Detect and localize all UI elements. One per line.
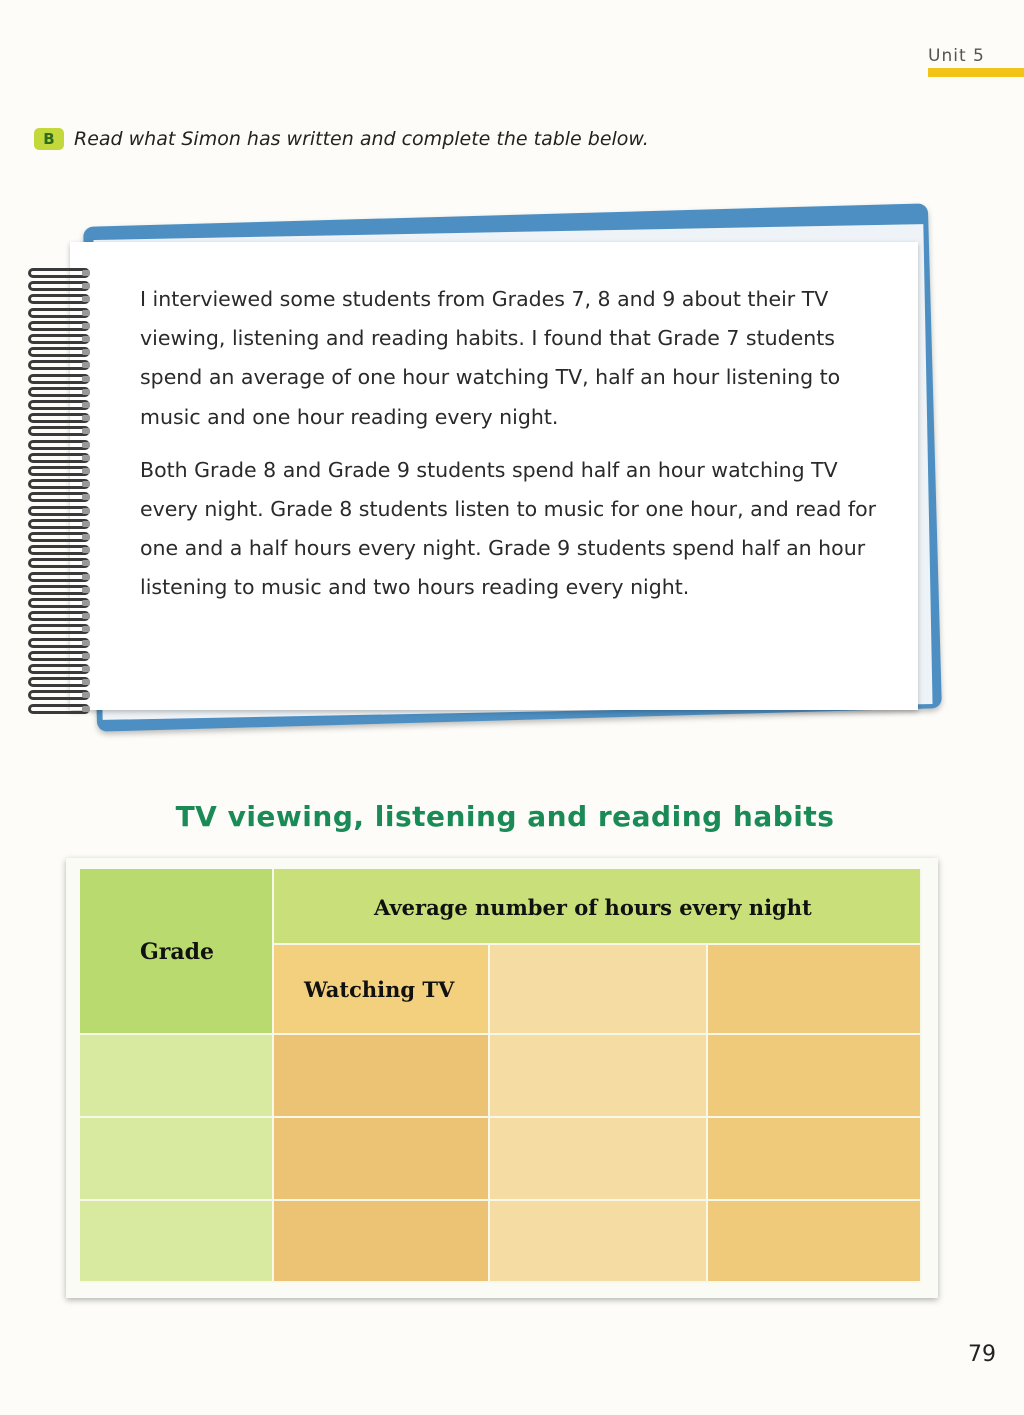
spiral-hole	[82, 428, 90, 434]
spiral-ring	[28, 492, 90, 502]
spiral-hole	[82, 283, 90, 289]
table-row-2-reading[interactable]	[708, 1118, 922, 1201]
spiral-hole	[82, 481, 90, 487]
spiral-hole	[82, 600, 90, 606]
subheader-watching-tv	[274, 945, 490, 1035]
spiral-hole	[82, 296, 90, 302]
spiral-ring	[28, 400, 90, 410]
table-row-3-grade[interactable]	[80, 1201, 274, 1283]
spiral-ring	[28, 347, 90, 357]
average-hours-header-cell	[274, 869, 922, 945]
spiral-ring	[28, 585, 90, 595]
notebook-text	[140, 280, 880, 622]
spiral-hole	[82, 706, 90, 712]
spiral-ring	[28, 677, 90, 687]
spiral-hole	[82, 389, 90, 395]
subheader-reading[interactable]	[708, 945, 922, 1035]
spiral-ring	[28, 453, 90, 463]
unit-label: Unit 5	[928, 46, 985, 66]
spiral-ring	[28, 638, 90, 648]
spiral-ring	[28, 690, 90, 700]
spiral-hole	[82, 679, 90, 685]
spiral-hole	[82, 666, 90, 672]
spiral-ring	[28, 334, 90, 344]
spiral-ring	[28, 294, 90, 304]
grade-header-label: Grade	[140, 939, 215, 965]
spiral-hole	[82, 402, 90, 408]
spiral-ring	[28, 598, 90, 608]
table-row-3-reading[interactable]	[708, 1201, 922, 1283]
table-title: TV viewing, listening and reading habits	[175, 800, 835, 833]
spiral-hole	[82, 587, 90, 593]
spiral-ring	[28, 308, 90, 318]
spiral-hole	[82, 270, 90, 276]
spiral-hole	[82, 323, 90, 329]
notebook-spiral-binding	[28, 268, 98, 728]
spiral-hole	[82, 362, 90, 368]
spiral-ring	[28, 440, 90, 450]
habits-table	[80, 869, 922, 1283]
spiral-ring	[28, 611, 90, 621]
spiral-ring	[28, 360, 90, 370]
spiral-ring	[28, 506, 90, 516]
table-row-1-reading[interactable]	[708, 1035, 922, 1118]
spiral-hole	[82, 468, 90, 474]
spiral-hole	[82, 560, 90, 566]
spiral-hole	[82, 613, 90, 619]
spiral-hole	[82, 692, 90, 698]
unit-color-bar	[928, 68, 1024, 77]
spiral-ring	[28, 624, 90, 634]
exercise-instruction	[34, 128, 649, 150]
spiral-ring	[28, 387, 90, 397]
notebook-paragraph-2: Both Grade 8 and Grade 9 students spend half an hour watching TV every night. Grade 8 students listen to music for one hour, and read for one and a half hours every night. Grade 9 students spend half an hour listening to music and two hours reading every night.	[140, 457, 877, 600]
spiral-hole	[82, 310, 90, 316]
spiral-hole	[82, 415, 90, 421]
spiral-hole	[82, 349, 90, 355]
average-hours-header-label: Average number of hours every night	[374, 895, 812, 920]
spiral-hole	[82, 626, 90, 632]
spiral-hole	[82, 640, 90, 646]
table-row-3-tv[interactable]	[274, 1201, 490, 1283]
spiral-ring	[28, 704, 90, 714]
table-row-2-music[interactable]	[490, 1118, 708, 1201]
table-row-2-tv[interactable]	[274, 1118, 490, 1201]
spiral-ring	[28, 374, 90, 384]
spiral-hole	[82, 574, 90, 580]
grade-header-cell	[80, 869, 274, 1035]
table-row-1-music[interactable]	[490, 1035, 708, 1118]
spiral-ring	[28, 426, 90, 436]
exercise-badge: B	[34, 128, 64, 150]
spiral-hole	[82, 494, 90, 500]
table-row-2-grade[interactable]	[80, 1118, 274, 1201]
spiral-hole	[82, 653, 90, 659]
spiral-hole	[82, 534, 90, 540]
subheader-watching-tv-label: Watching TV	[304, 977, 455, 1002]
spiral-ring	[28, 321, 90, 331]
spiral-ring	[28, 558, 90, 568]
instruction-text: Read what Simon has written and complete the table below.	[74, 128, 649, 150]
spiral-ring	[28, 651, 90, 661]
notebook-paragraph-1: I interviewed some students from Grades 7, 8 and 9 about their TV viewing, listening and reading habits. I found that Grade 7 students spend an average of one hour watching TV, half an hour listening to music and one hour reading every night.	[140, 287, 841, 429]
spiral-hole	[82, 442, 90, 448]
spiral-hole	[82, 547, 90, 553]
spiral-hole	[82, 376, 90, 382]
spiral-ring	[28, 281, 90, 291]
spiral-ring	[28, 479, 90, 489]
table-row-3-music[interactable]	[490, 1201, 708, 1283]
spiral-hole	[82, 508, 90, 514]
spiral-ring	[28, 545, 90, 555]
page-number: 79	[968, 1342, 996, 1367]
table-row-1-tv[interactable]	[274, 1035, 490, 1118]
spiral-ring	[28, 413, 90, 423]
spiral-ring	[28, 532, 90, 542]
spiral-ring	[28, 466, 90, 476]
spiral-ring	[28, 664, 90, 674]
spiral-hole	[82, 455, 90, 461]
spiral-hole	[82, 521, 90, 527]
table-row-1-grade[interactable]	[80, 1035, 274, 1118]
spiral-ring	[28, 572, 90, 582]
spiral-ring	[28, 268, 90, 278]
spiral-hole	[82, 336, 90, 342]
subheader-listening[interactable]	[490, 945, 708, 1035]
spiral-ring	[28, 519, 90, 529]
